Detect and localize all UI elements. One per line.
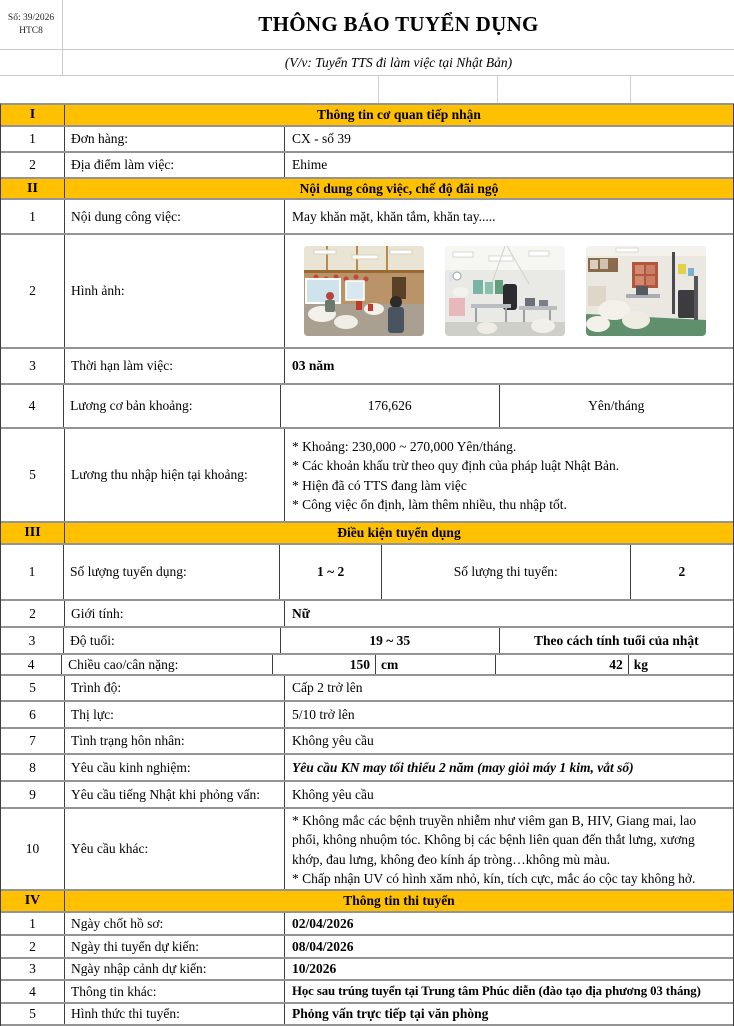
japanese-requirement-value: Không yêu cầu: [292, 786, 374, 802]
row-number: 3: [1, 628, 64, 653]
row-label: Địa điểm làm việc:: [65, 153, 285, 177]
section-iii-title: Điều kiện tuyển dụng: [337, 525, 461, 540]
row-number: 2: [1, 936, 65, 957]
spacer-row: [0, 76, 734, 103]
other-info-value: Học sau trúng tuyển tại Trung tâm Phúc diễn (đào tạo địa phương 03 tháng): [292, 984, 701, 998]
subtitle-left-cell: [0, 50, 63, 75]
weight-value: 42: [496, 655, 629, 674]
marital-status-value: Không yêu cầu: [292, 733, 374, 748]
section-ii-header: [1, 179, 733, 200]
sewing-workshop-white-room-photo: [445, 246, 565, 336]
row-number: 3: [1, 959, 65, 979]
exam-date-value: 08/04/2026: [292, 938, 354, 954]
recruit-quantity-value: 1 ~ 2: [280, 545, 381, 599]
row-number: 7: [1, 729, 65, 753]
other-requirement-line: * Không mắc các bệnh truyền nhiễm như viêm gan B, HIV, Giang mai, lao phổi, không nhuộm tóc. Không bị các bệnh liên quan đến thắt lưng, xương khớp, đau lưng, không đeo kính áp tròng…không mù màu.: [292, 813, 697, 867]
row-number: 3: [1, 349, 65, 383]
section-iv-number: IV: [1, 891, 65, 911]
section-i-title: Thông tin cơ quan tiếp nhận: [317, 107, 481, 122]
row-label: Độ tuổi:: [64, 628, 281, 653]
age-note: Theo cách tính tuổi của nhật: [533, 632, 699, 648]
photo-strip: [285, 235, 733, 347]
row-label: Lương thu nhập hiện tại khoảng:: [65, 429, 285, 521]
row-label: Tình trạng hôn nhân:: [65, 729, 285, 753]
row-number: 4: [1, 655, 62, 674]
table-row: [1, 601, 733, 628]
row-number: 4: [1, 385, 64, 427]
row-label: Hình thức thi tuyển:: [65, 1004, 285, 1024]
weight-unit: kg: [633, 656, 648, 672]
section-iii-header: [1, 523, 733, 545]
row-number: 2: [1, 235, 65, 347]
job-description-value: May khăn mặt, khăn tắm, khăn tay.....: [292, 208, 496, 224]
row-label: Nội dung công việc:: [65, 200, 285, 233]
reference-number: Số: 39/2026: [7, 12, 55, 23]
table-row: [1, 729, 733, 755]
other-requirement-line: * Chấp nhận UV có hình xăm nhỏ, kín, tích cực, mắc áo cộc tay không hở.: [292, 870, 696, 886]
age-row: [1, 628, 733, 655]
income-note-line: * Công việc ổn định, làm thêm nhiều, thu nhập tốt.: [292, 496, 567, 512]
row-number: 9: [1, 782, 65, 807]
income-note-line: * Các khoản khấu trừ theo quy định của pháp luật Nhật Bản.: [292, 458, 620, 474]
height-unit: cm: [376, 655, 496, 674]
income-notes: [285, 429, 733, 521]
application-deadline-value: 02/04/2026: [292, 915, 354, 931]
exam-quantity-value: 2: [678, 564, 686, 579]
table-row: [1, 349, 733, 385]
table-row: [1, 1004, 733, 1026]
vision-value: 5/10 trở lên: [292, 706, 355, 722]
row-number: 2: [1, 153, 65, 177]
income-note-line: * Hiện đã có TTS đang làm việc: [292, 477, 467, 493]
table-row: [1, 913, 733, 936]
row-label: Lương cơ bản khoảng:: [64, 385, 281, 427]
page-title: THÔNG BÁO TUYỂN DỤNG: [258, 12, 539, 36]
table-row: [1, 936, 733, 959]
table-row: [1, 981, 733, 1004]
row-label: Thời hạn làm việc:: [65, 349, 285, 383]
reference-number-cell: [0, 0, 63, 49]
row-label: Ngày thi tuyển dự kiến:: [65, 936, 285, 957]
gender-value: Nữ: [292, 605, 310, 621]
row-label: Ngày nhập cảnh dự kiến:: [65, 959, 285, 979]
row-label: Yêu cầu khác:: [65, 809, 285, 889]
row-label: Trình độ:: [65, 676, 285, 700]
row-label: Chiều cao/cân nặng:: [62, 655, 272, 674]
base-salary-row: [1, 385, 733, 429]
title-row: [0, 0, 734, 50]
row-label: Yêu cầu tiếng Nhật khi phỏng vấn:: [65, 782, 285, 807]
section-iv-title: Thông tin thi tuyển: [343, 893, 455, 908]
row-label: Hình ảnh:: [65, 235, 285, 347]
table-row: [1, 702, 733, 729]
row-number: 10: [1, 809, 65, 889]
row-number: 4: [1, 981, 65, 1002]
row-label: Yêu cầu kinh nghiệm:: [65, 755, 285, 780]
row-number: 8: [1, 755, 65, 780]
table-row: [1, 782, 733, 809]
income-note-line: * Khoảng: 230,000 ~ 270,000 Yên/tháng.: [292, 439, 517, 455]
height-value: 150: [273, 655, 376, 674]
income-row: [1, 429, 733, 523]
exam-quantity-label: Số lượng thi tuyển:: [382, 545, 631, 599]
row-label: Số lượng tuyển dụng:: [64, 545, 281, 599]
reference-code: HTC8: [19, 25, 43, 36]
section-iv-header: [1, 891, 733, 913]
body-measurements-row: [1, 655, 733, 676]
subtitle-row: [0, 50, 734, 76]
sewing-workshop-wood-room-photo: [304, 246, 424, 336]
work-location-value: Ehime: [292, 157, 328, 172]
base-salary-unit: Yên/tháng: [588, 398, 645, 413]
section-i-number: I: [1, 105, 65, 125]
row-label: Đơn hàng:: [65, 127, 285, 151]
base-salary-amount: 176,626: [281, 385, 500, 427]
table-row: [1, 200, 733, 235]
page-subtitle: (V/v: Tuyển TTS đi làm việc tại Nhật Bản): [284, 54, 513, 70]
sewing-workshop-green-floor-photo: [586, 246, 706, 336]
row-number: 5: [1, 676, 65, 700]
table-row: [1, 959, 733, 981]
order-name-value: CX - số 39: [292, 131, 351, 146]
age-range-value: 19 ~ 35: [281, 628, 500, 653]
table-row: [1, 127, 733, 153]
section-ii-number: II: [1, 179, 65, 198]
row-number: 6: [1, 702, 65, 727]
row-number: 1: [1, 200, 65, 233]
row-number: 5: [1, 1004, 65, 1024]
row-label: Thị lực:: [65, 702, 285, 727]
main-table: [0, 103, 734, 1026]
row-number: 2: [1, 601, 65, 626]
row-number: 1: [1, 545, 64, 599]
row-number: 1: [1, 913, 65, 934]
other-requirements-notes: [285, 809, 733, 889]
entry-date-value: 10/2026: [292, 961, 337, 976]
table-row: [1, 755, 733, 782]
row-number: 1: [1, 127, 65, 151]
row-label: Ngày chốt hồ sơ:: [65, 913, 285, 934]
table-row: [1, 676, 733, 702]
section-ii-title: Nội dung công việc, chế độ đãi ngộ: [299, 180, 499, 196]
other-requirements-row: [1, 809, 733, 891]
section-iii-number: III: [1, 523, 65, 543]
exam-format-value: Phỏng vấn trực tiếp tại văn phòng: [292, 1006, 489, 1021]
experience-requirement-value: Yêu cầu KN may tối thiểu 2 năm (may giỏi máy 1 kim, vắt sổ): [292, 759, 634, 775]
row-number: 5: [1, 429, 65, 521]
section-i-header: [1, 105, 733, 127]
education-value: Cấp 2 trở lên: [292, 680, 363, 695]
quantity-row: [1, 545, 733, 601]
images-row: [1, 235, 733, 349]
table-row: [1, 153, 733, 179]
row-label: Thông tin khác:: [65, 981, 285, 1002]
row-label: Giới tính:: [65, 601, 285, 626]
contract-duration-value: 03 năm: [292, 358, 335, 373]
